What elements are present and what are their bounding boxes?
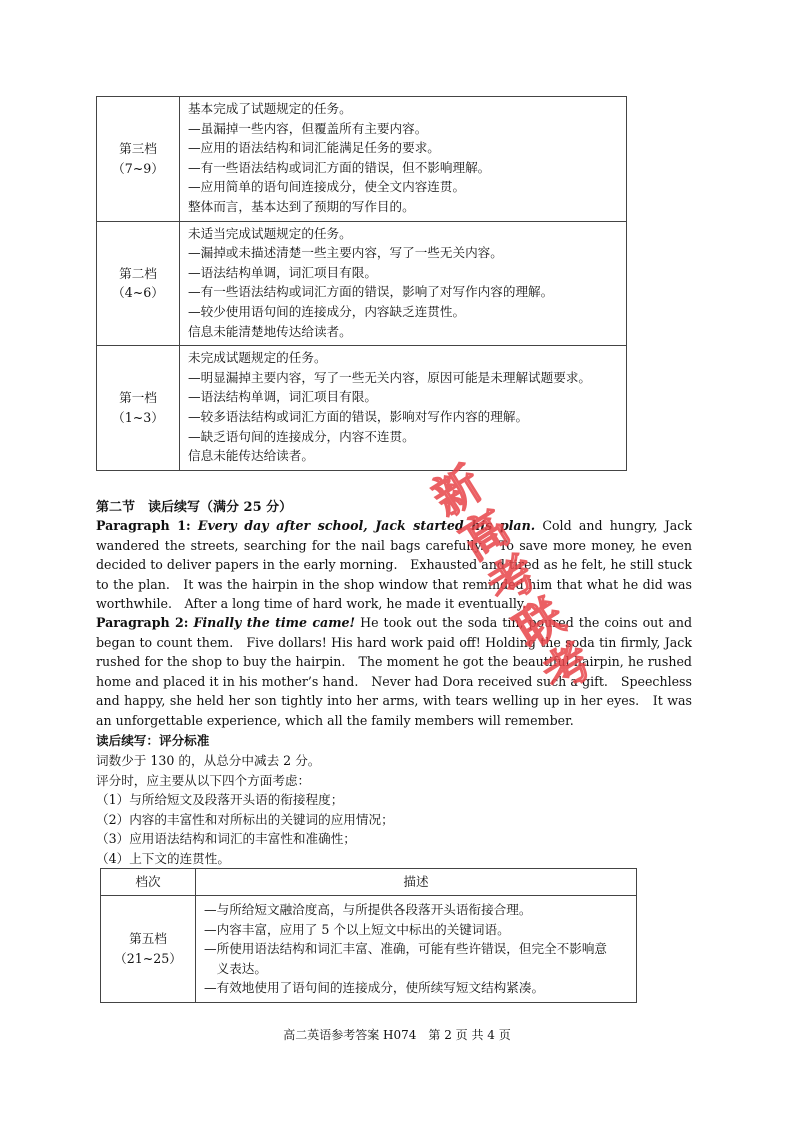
description-line: —较多语法结构或词汇方面的错误，影响对写作内容的理解。 xyxy=(188,408,529,424)
description-cell xyxy=(196,896,637,1003)
description-line: —语法结构单调，词汇项目有限。 xyxy=(188,389,377,405)
level-range: （4~6） xyxy=(112,285,164,301)
description-line: 义表达。 xyxy=(204,960,267,976)
criteria-item: （4）上下文的连贯性。 xyxy=(96,850,230,866)
description-line: —较少使用语句间的连接成分，内容缺乏连贯性。 xyxy=(188,303,466,319)
watermark-glyph: 高 xyxy=(450,500,519,571)
level-cell xyxy=(97,97,180,222)
description-cell xyxy=(180,221,627,346)
paragraph-2-lead: Finally the time came! xyxy=(193,615,356,630)
paragraph-1-lead: Every day after school, Jack started his plan. xyxy=(197,518,536,533)
paragraph-1-label: Paragraph 1: xyxy=(96,518,191,533)
paragraph-2-body: He took out the soda tin, poured the coins out and began to count them. Five dollars! His hard work paid off! Holding the soda tin firmly, Jack rushed for the shop to buy the hairpin. The moment he got the beautiful hairpin, he rushed home and placed it in his mother’s hand. Never had Dora received such a gift. Speechless and happy, she held her son tightly into her arms, with tears welling up in her eyes. It was an unforgettable experience, which all the family members will remember. xyxy=(96,615,693,728)
description-line: —应用简单的语句间连接成分，使全文内容连贯。 xyxy=(188,179,466,195)
watermark-glyph: 考 xyxy=(533,632,602,703)
description-line: —语法结构单调，词汇项目有限。 xyxy=(188,264,377,280)
level-name: 第二档 xyxy=(119,265,157,281)
watermark-glyph: 新 xyxy=(423,456,491,527)
description-line: 整体而言，基本达到了预期的写作目的。 xyxy=(188,198,415,214)
level-name: 第三档 xyxy=(119,141,157,157)
paragraph-1 xyxy=(96,516,692,614)
watermark-glyph: 联 xyxy=(505,588,574,659)
description-line: 未适当完成试题规定的任务。 xyxy=(188,225,352,241)
scoring-table-bottom xyxy=(100,868,637,1003)
description-line: —有效地使用了语句间的连接成分，使所续写短文结构紧凑。 xyxy=(204,980,545,995)
criteria-item: （2）内容的丰富性和对所标出的关键词的应用情况； xyxy=(96,811,394,827)
paragraph-1-body: Cold and hungry, Jack wandered the streets, searching for the nail bags carefully. To save more money, he even decided to deliver papers in the early morning. Exhausted and tired as he felt, he still stuck to the plan. It was the hairpin in the shop window that reminded him that what he did was worthwhile. After a long time of hard work, he made it eventually. xyxy=(96,518,692,611)
watermark-glyph: 考 xyxy=(478,544,547,615)
description-line: —内容丰富，应用了 5 个以上短文中标出的关键词语。 xyxy=(204,921,510,937)
description-line: —有一些语法结构或词汇方面的错误，但不影响理解。 xyxy=(188,159,491,175)
level-cell xyxy=(101,896,196,1003)
level-range: （7~9） xyxy=(112,160,164,176)
description-line: 未完成试题规定的任务。 xyxy=(188,350,327,366)
section-heading: 第二节 读后续写（满分 25 分） xyxy=(96,500,293,515)
level-cell xyxy=(97,346,180,471)
table-row xyxy=(97,346,627,471)
description-line: —漏掉或未描述清楚一些主要内容，写了一些无关内容。 xyxy=(188,245,503,261)
description-line: 信息未能传达给读者。 xyxy=(188,448,314,464)
scoring-table-top xyxy=(96,96,627,471)
level-range: （21~25） xyxy=(114,950,182,966)
description-line: 信息未能清楚地传达给读者。 xyxy=(188,323,352,339)
description-line: —有一些语法结构或词汇方面的错误，影响了对写作内容的理解。 xyxy=(188,284,554,300)
description-line: —明显漏掉主要内容，写了一些无关内容，原因可能是未理解试题要求。 xyxy=(188,369,591,385)
description-line: —虽漏掉一些内容，但覆盖所有主要内容。 xyxy=(188,120,428,136)
criteria-item: 词数少于 130 的，从总分中减去 2 分。 xyxy=(96,753,321,768)
table-row xyxy=(101,896,637,1003)
description-line: —所使用语法结构和词汇丰富、准确，可能有些许错误，但完全不影响意 xyxy=(204,941,607,956)
level-name: 第一档 xyxy=(119,390,157,406)
criteria-item: （3）应用语法结构和词汇的丰富性和准确性； xyxy=(96,831,356,846)
table-row xyxy=(97,97,627,222)
page-footer: 高二英语参考答案 H074 第 2 页 共 4 页 xyxy=(283,1028,511,1042)
criteria-heading: 读后续写：评分标准 xyxy=(96,733,210,748)
description-cell xyxy=(180,97,627,222)
paragraph-2 xyxy=(96,613,692,730)
description-cell xyxy=(180,346,627,471)
level-cell xyxy=(97,221,180,346)
table-row xyxy=(97,221,627,346)
level-name: 第五档 xyxy=(129,931,167,947)
description-line: —缺乏语句间的连接成分，内容不连贯。 xyxy=(188,428,415,444)
column-header-description: 描述 xyxy=(196,869,637,896)
description-line: 基本完成了试题规定的任务。 xyxy=(188,101,352,116)
criteria-item: （1）与所给短文及段落开头语的衔接程度； xyxy=(96,792,344,807)
paragraph-2-label: Paragraph 2: xyxy=(96,615,189,630)
level-range: （1~3） xyxy=(112,409,164,425)
description-line: —应用的语法结构和词汇能满足任务的要求。 xyxy=(188,140,440,156)
criteria-item: 评分时，应主要从以下四个方面考虑： xyxy=(96,772,311,788)
column-header-level: 档次 xyxy=(101,869,196,896)
description-line: —与所给短文融洽度高，与所提供各段落开头语衔接合理。 xyxy=(204,902,532,917)
criteria-list xyxy=(96,751,394,868)
